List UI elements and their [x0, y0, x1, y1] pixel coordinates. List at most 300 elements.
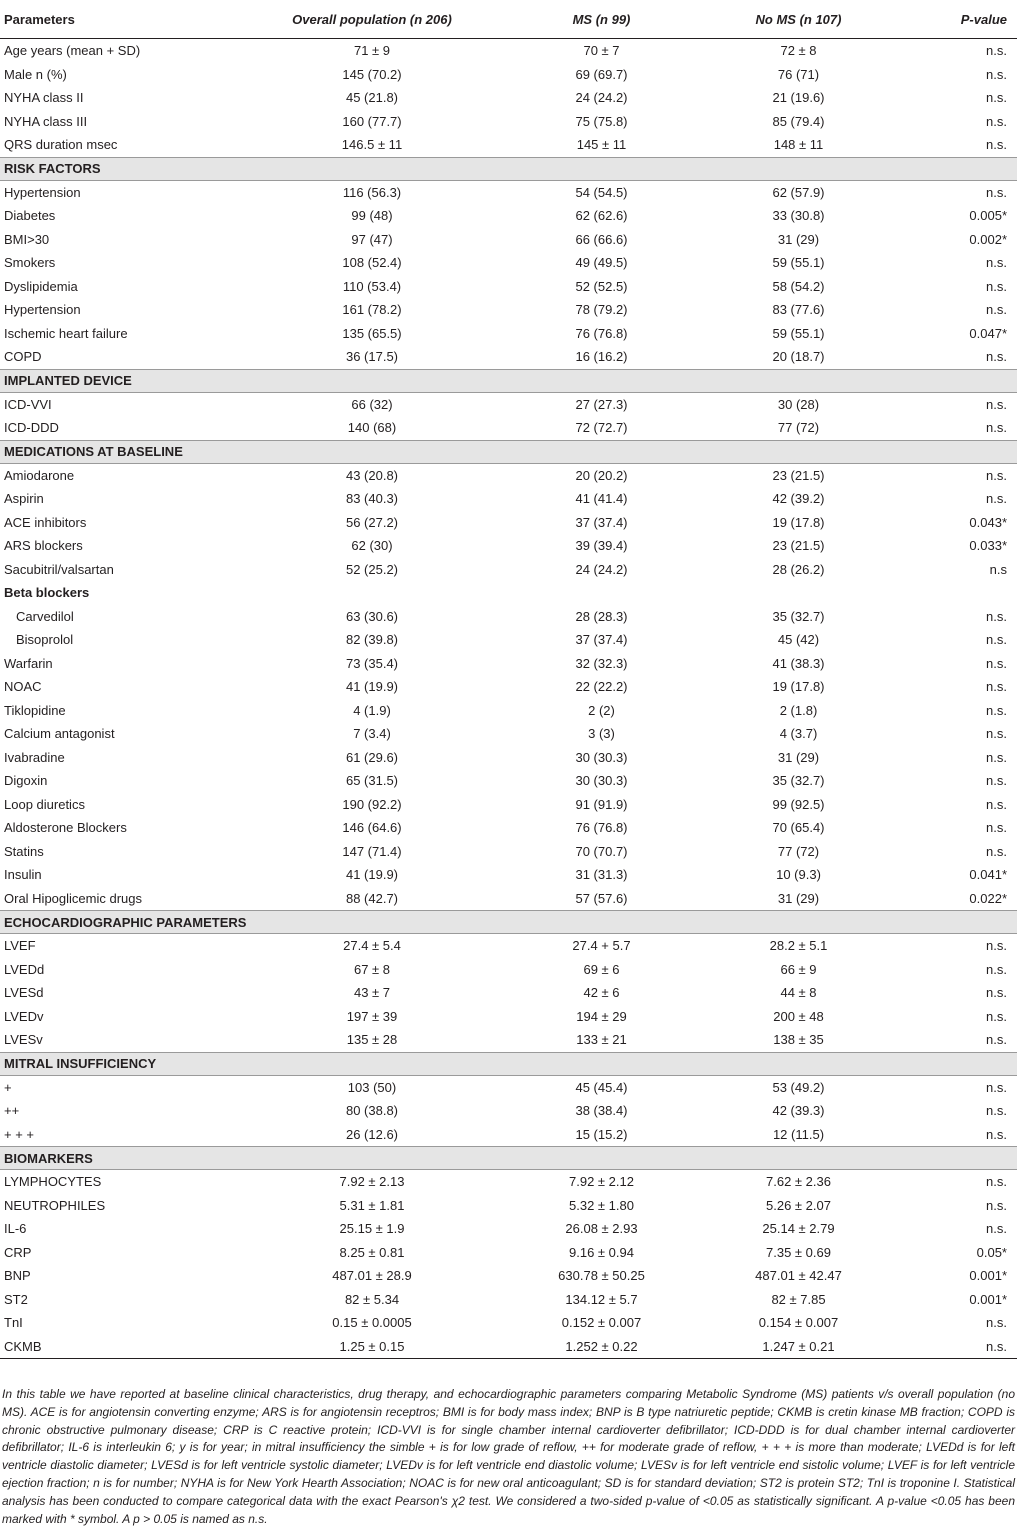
ms-value: 27 (27.3) [575, 396, 628, 412]
no-ms-value: 12 (11.5) [772, 1126, 825, 1142]
no-ms-value: 23 (21.5) [772, 467, 825, 483]
row-label: Aldosterone Blockers [4, 820, 127, 836]
ms-value: 5.32 ± 1.80 [569, 1197, 634, 1213]
p-value: n.s. [986, 1103, 1007, 1119]
ms-value: 30 (30.3) [575, 773, 628, 789]
no-ms-value: 83 (77.6) [772, 302, 825, 318]
table-row [0, 1264, 1017, 1288]
p-value: n.s. [986, 113, 1007, 129]
ms-value: 41 (41.4) [575, 491, 628, 507]
p-value: n.s. [986, 467, 1007, 483]
table-row [0, 934, 1017, 958]
row-label: ARS blockers [4, 538, 83, 554]
row-label: NEUTROPHILES [4, 1197, 106, 1213]
row-label: BNP [4, 1268, 31, 1284]
table-row [0, 345, 1017, 369]
row-label: CKMB [0, 1335, 226, 1359]
section-title: RISK FACTORS [0, 157, 1017, 180]
ms-value: 72 (72.7) [575, 420, 628, 436]
section-title: IMPLANTED DEVICE [0, 369, 1017, 392]
no-ms-value: 77 (72) [777, 420, 820, 436]
no-ms-value: 4 (3.7) [779, 726, 818, 742]
p-value: 0.033* [969, 538, 1007, 554]
header-row [0, 0, 1017, 39]
table-row [0, 110, 1017, 134]
table-row [0, 981, 1017, 1005]
p-value: n.s. [986, 679, 1007, 695]
no-ms-value: 31 (29) [777, 231, 820, 247]
no-ms-value: 99 (92.5) [772, 796, 825, 812]
ms-value: 26.08 ± 2.93 [565, 1221, 638, 1237]
row-label: LVESv [4, 1032, 43, 1048]
ms-value: 145 ± 11 [576, 137, 627, 153]
no-ms-value: 0.154 ± 0.007 [758, 1315, 839, 1331]
p-value: n.s. [986, 632, 1007, 648]
overall-value: 135 ± 28 [346, 1032, 398, 1048]
overall-value: 73 (35.4) [345, 655, 399, 671]
p-value: n.s. [986, 420, 1007, 436]
row-label: Hypertension [4, 184, 81, 200]
ms-value: 15 (15.2) [575, 1126, 628, 1142]
no-ms-value: 45 (42) [777, 632, 820, 648]
row-label: Diabetes [4, 208, 56, 224]
row-label: ST2 [4, 1291, 28, 1307]
p-value: 0.047* [969, 325, 1007, 341]
ms-value: 194 ± 29 [576, 1008, 627, 1024]
p-value: n.s. [986, 43, 1007, 59]
ms-value: 70 (70.7) [575, 843, 628, 859]
row-label: ++ [4, 1103, 20, 1119]
p-value: n.s. [986, 773, 1007, 789]
overall-value: 83 (40.3) [345, 491, 399, 507]
overall-value: 52 (25.2) [345, 561, 399, 577]
no-ms-value: 72 ± 8 [780, 43, 817, 59]
row-label: Dyslipidemia [4, 278, 78, 294]
p-value: 0.001* [969, 1268, 1007, 1284]
overall-value: 145 (70.2) [342, 66, 402, 82]
ms-value: 1.252 ± 0.22 [458, 1335, 685, 1359]
p-value: 0.022* [969, 890, 1007, 906]
p-value: n.s. [986, 961, 1007, 977]
overall-value: 41 (19.9) [345, 679, 399, 695]
section-header-row [0, 369, 1017, 392]
ms-value: 76 (76.8) [575, 325, 628, 341]
ms-value: 69 ± 6 [583, 961, 620, 977]
no-ms-value: 53 (49.2) [772, 1079, 825, 1095]
table-row [0, 180, 1017, 204]
table-row [0, 1075, 1017, 1099]
no-ms-value: 138 ± 35 [773, 1032, 824, 1048]
no-ms-value: 31 (29) [777, 890, 820, 906]
overall-value: 25.15 ± 1.9 [339, 1221, 405, 1237]
section-header-row [0, 440, 1017, 463]
row-label: NYHA class III [4, 113, 88, 129]
row-label: Loop diuretics [4, 796, 85, 812]
ms-value: 66 (66.6) [575, 231, 628, 247]
row-label: Digoxin [4, 773, 48, 789]
table-row [0, 769, 1017, 793]
overall-value: 108 (52.4) [342, 255, 402, 271]
overall-value: 27.4 ± 5.4 [343, 938, 401, 954]
ms-value: 22 (22.2) [575, 679, 628, 695]
row-label: Amiodarone [4, 467, 75, 483]
overall-value: 65 (31.5) [345, 773, 399, 789]
ms-value: 32 (32.3) [575, 655, 628, 671]
p-value: 0.05* [976, 1244, 1007, 1260]
overall-value: 190 (92.2) [342, 796, 402, 812]
p-value: n.s. [912, 1335, 1017, 1359]
ms-value: 27.4 + 5.7 [572, 938, 631, 954]
no-ms-value: 5.26 ± 2.07 [766, 1197, 831, 1213]
ms-value: 38 (38.4) [575, 1103, 628, 1119]
p-value: 0.002* [969, 231, 1007, 247]
table-row [0, 605, 1017, 629]
p-value: n.s. [986, 843, 1007, 859]
overall-value: 140 (68) [347, 420, 397, 436]
table-row [0, 228, 1017, 252]
p-value: n.s. [986, 1221, 1007, 1237]
overall-value: 41 (19.9) [345, 867, 399, 883]
table-row [0, 251, 1017, 275]
p-value: n.s. [986, 1315, 1007, 1331]
no-ms-value: 35 (32.7) [772, 608, 825, 624]
table-row [0, 322, 1017, 346]
row-label: IL-6 [4, 1221, 27, 1237]
p-value: 0.001* [969, 1291, 1007, 1307]
table-row [0, 628, 1017, 652]
p-value: n.s. [986, 278, 1007, 294]
row-label: QRS duration msec [4, 137, 118, 153]
table-row [0, 1335, 1017, 1359]
no-ms-value: 21 (19.6) [772, 90, 825, 106]
table-row [0, 958, 1017, 982]
p-value: 0.043* [969, 514, 1007, 530]
table-row [0, 652, 1017, 676]
row-label: NYHA class II [4, 90, 84, 106]
p-value: n.s. [986, 655, 1007, 671]
no-ms-value: 148 ± 11 [773, 137, 824, 153]
ms-value: 31 (31.3) [575, 867, 628, 883]
table-row [0, 1005, 1017, 1029]
p-value: n.s. [986, 820, 1007, 836]
p-value: n.s. [986, 749, 1007, 765]
row-label: Hypertension [4, 302, 81, 318]
table-row [0, 1099, 1017, 1123]
overall-value: 67 ± 8 [353, 961, 391, 977]
row-label: Warfarin [4, 655, 53, 671]
no-ms-value: 487.01 ± 42.47 [755, 1268, 842, 1284]
table-row [0, 392, 1017, 416]
overall-value: 88 (42.7) [345, 890, 399, 906]
no-ms-value: 70 (65.4) [772, 820, 825, 836]
p-value: n.s. [986, 1079, 1007, 1095]
overall-value: 135 (65.5) [342, 325, 402, 341]
table-row [0, 298, 1017, 322]
row-label: Statins [4, 843, 44, 859]
no-ms-value: 31 (29) [777, 749, 820, 765]
overall-value: 26 (12.6) [345, 1126, 399, 1142]
row-label: Bisoprolol [16, 632, 74, 648]
table-footnote: In this table we have reported at baseline clinical characteristics, drug therapy, and echocardiographic parameters comparing Metabolic Syndrome (MS) patients v/s overall population (no MS). ACE is for angiotensin converting enzyme; ARS is for angiotensin receptros; BMI is for body mass index; BNP is B type natriuretic peptide; CKMB is cretin kinase MB fraction; COPD is chronic obstructive pulmonary disease; CRP is C reactive protein; ICD-VVI is for single chamber internal cardioverter defibrillator; ICD-DDD is for dual chamber internal cardioverter defibrillator; IL-6 is interleukin 6; y is for year; in mitral insufficiency the simble + is for low grade of reflow, ++ for moderate grade of reflow, + + + is more than moderate; LVEDd is for left ventricle diastolic diameter; LVESd is for left ventricle systolic diameter; LVEDv is for left ventricle end diastolic volume; LVESv is for left ventricle end sistolic volume; LVEF is for left ventricle ejection fraction; n is for number; NYHA is for New York Hearth Association; NOAC is for new oral anticoagulant; SD is for standard deviation; ST2 is protein ST2; TnI is troponine I. Statistical analysis has been conducted to compare categorical data with the exact Pearson's χ2 test. We considered a two-sided p-value of <0.05 as statistically significant. A p-value <0.05 has been marked with * symbol. A p > 0.05 is named as n.s. [2, 1387, 1015, 1526]
ms-value: 52 (52.5) [575, 278, 628, 294]
ms-value: 91 (91.9) [575, 796, 628, 812]
no-ms-value: 7.35 ± 0.69 [766, 1244, 831, 1260]
table-header [0, 0, 1017, 39]
section-title: BIOMARKERS [0, 1147, 1017, 1170]
overall-value: 103 (50) [347, 1079, 397, 1095]
row-label: Calcium antagonist [4, 726, 115, 742]
overall-value: 146.5 ± 11 [341, 137, 403, 153]
p-value: 0.041* [969, 867, 1007, 883]
p-value: n.s. [986, 1174, 1007, 1190]
p-value: n.s [989, 561, 1007, 577]
overall-value: 45 (21.8) [345, 90, 399, 106]
no-ms-value: 82 ± 7.85 [771, 1291, 826, 1307]
ms-value: 49 (49.5) [575, 255, 628, 271]
section-header-row [0, 1147, 1017, 1170]
no-ms-value: 77 (72) [777, 843, 820, 859]
table-row [0, 887, 1017, 911]
ms-value: 62 (62.6) [575, 208, 628, 224]
ms-value: 37 (37.4) [575, 632, 628, 648]
no-ms-value: 20 (18.7) [772, 349, 825, 365]
no-ms-value: 33 (30.8) [772, 208, 825, 224]
row-label: LYMPHOCYTES [4, 1174, 102, 1190]
overall-value: 4 (1.9) [353, 702, 391, 718]
no-ms-value: 10 (9.3) [776, 867, 821, 883]
section-title: ECHOCARDIOGRAPHIC PARAMETERS [0, 911, 1017, 934]
ms-value: 75 (75.8) [575, 113, 628, 129]
overall-value: 116 (56.3) [342, 184, 402, 200]
row-label: Ischemic heart failure [4, 325, 128, 341]
overall-value: 0.15 ± 0.0005 [332, 1315, 412, 1331]
table-row [0, 1170, 1017, 1194]
no-ms-value: 28.2 ± 5.1 [769, 938, 828, 954]
ms-value: 39 (39.4) [575, 538, 628, 554]
table-row [0, 39, 1017, 63]
overall-value: 61 (29.6) [345, 749, 399, 765]
overall-value: 63 (30.6) [345, 608, 399, 624]
row-label: LVEDv [4, 1008, 44, 1024]
p-value: n.s. [986, 608, 1007, 624]
ms-value: 9.16 ± 0.94 [569, 1244, 634, 1260]
ms-value: 2 (2) [588, 702, 615, 718]
overall-value: 99 (48) [351, 208, 393, 224]
no-ms-value: 25.14 ± 2.79 [762, 1221, 835, 1237]
p-value: n.s. [986, 491, 1007, 507]
row-label: LVEDd [4, 961, 45, 977]
p-value: n.s. [986, 985, 1007, 1001]
table-row [0, 722, 1017, 746]
overall-value: 1.25 ± 0.15 [226, 1335, 458, 1359]
p-value: n.s. [986, 396, 1007, 412]
overall-value: 146 (64.6) [342, 820, 402, 836]
overall-value: 161 (78.2) [342, 302, 402, 318]
table-row [0, 1217, 1017, 1241]
ms-value: 20 (20.2) [575, 467, 628, 483]
table-row [0, 534, 1017, 558]
overall-value: 56 (27.2) [345, 514, 399, 530]
no-ms-value: 2 (1.8) [779, 702, 818, 718]
table-row [0, 275, 1017, 299]
table-row [0, 1241, 1017, 1265]
table-row [0, 1311, 1017, 1335]
table-row [0, 1028, 1017, 1052]
table-row [0, 1288, 1017, 1312]
ms-value: 133 ± 21 [576, 1032, 627, 1048]
table-row [0, 558, 1017, 582]
ms-value: 30 (30.3) [575, 749, 628, 765]
no-ms-value: 23 (21.5) [772, 538, 825, 554]
row-label: + [4, 1079, 12, 1095]
p-value: n.s. [986, 184, 1007, 200]
table-row [0, 816, 1017, 840]
row-label: ICD-DDD [4, 420, 59, 436]
no-ms-value: 41 (38.3) [772, 655, 825, 671]
ms-value: 76 (76.8) [575, 820, 628, 836]
ms-value: 54 (54.5) [575, 184, 628, 200]
no-ms-value: 59 (55.1) [772, 255, 825, 271]
table-row [0, 511, 1017, 535]
ms-value: 37 (37.4) [575, 514, 628, 530]
row-label: Tiklopidine [4, 702, 66, 718]
row-label: Male n (%) [4, 66, 67, 82]
no-ms-value: 58 (54.2) [772, 278, 825, 294]
row-label: BMI>30 [4, 231, 50, 247]
row-label: COPD [4, 349, 42, 365]
overall-value: 8.25 ± 0.81 [339, 1244, 405, 1260]
no-ms-value: 7.62 ± 2.36 [766, 1174, 831, 1190]
overall-value: 197 ± 39 [346, 1008, 398, 1024]
p-value: n.s. [986, 1008, 1007, 1024]
row-label: CRP [4, 1244, 32, 1260]
subgroup-row [0, 581, 1017, 605]
ms-value: 28 (28.3) [575, 608, 628, 624]
overall-value: 43 (20.8) [345, 467, 399, 483]
no-ms-value: 28 (26.2) [772, 561, 825, 577]
p-value: n.s. [986, 1126, 1007, 1142]
ms-value: 16 (16.2) [575, 349, 628, 365]
no-ms-value: 42 (39.3) [772, 1103, 825, 1119]
no-ms-value: 42 (39.2) [772, 491, 825, 507]
ms-value: 630.78 ± 50.25 [558, 1268, 645, 1284]
row-label: Sacubitril/valsartan [4, 561, 114, 577]
ms-value: 24 (24.2) [575, 90, 628, 106]
table-body [0, 39, 1017, 1359]
section-title: MEDICATIONS AT BASELINE [0, 440, 1017, 463]
ms-value: 57 (57.6) [575, 890, 628, 906]
p-value: n.s. [986, 90, 1007, 106]
p-value: n.s. [986, 137, 1007, 153]
overall-value: 43 ± 7 [353, 985, 391, 1001]
no-ms-value: 19 (17.8) [772, 679, 825, 695]
ms-value: 42 ± 6 [583, 985, 620, 1001]
table-row [0, 1194, 1017, 1218]
row-label: NOAC [4, 679, 42, 695]
row-label: Age years (mean + SD) [4, 43, 141, 59]
p-value: n.s. [986, 349, 1007, 365]
header-parameters: Parameters [0, 0, 226, 39]
table-row [0, 204, 1017, 228]
ms-value: 134.12 ± 5.7 [565, 1291, 638, 1307]
table-row [0, 793, 1017, 817]
row-label: LVESd [4, 985, 44, 1001]
p-value: n.s. [986, 66, 1007, 82]
no-ms-value: 76 (71) [777, 66, 820, 82]
row-label: Ivabradine [4, 749, 65, 765]
overall-value: 82 (39.8) [345, 632, 399, 648]
row-label: Insulin [4, 867, 42, 883]
no-ms-value: 35 (32.7) [772, 773, 825, 789]
p-value: n.s. [986, 796, 1007, 812]
no-ms-value: 1.247 ± 0.21 [685, 1335, 912, 1359]
table-row [0, 416, 1017, 440]
row-label: Smokers [4, 255, 56, 271]
overall-value: 5.31 ± 1.81 [339, 1197, 405, 1213]
table-row [0, 840, 1017, 864]
ms-value: 69 (69.7) [575, 66, 628, 82]
overall-value: 62 (30) [351, 538, 393, 554]
table-row [0, 86, 1017, 110]
table-row [0, 133, 1017, 157]
subgroup-title: Beta blockers [4, 585, 90, 601]
section-header-row [0, 157, 1017, 180]
ms-value: 0.152 ± 0.007 [561, 1315, 642, 1331]
header-ms: MS (n 99) [458, 0, 685, 39]
header-p-value: P-value [912, 0, 1017, 39]
ms-value: 78 (79.2) [575, 302, 628, 318]
overall-value: 147 (71.4) [342, 843, 402, 859]
no-ms-value: 200 ± 48 [773, 1008, 824, 1024]
no-ms-value: 30 (28) [777, 396, 820, 412]
overall-value: 487.01 ± 28.9 [332, 1268, 412, 1284]
table-row [0, 699, 1017, 723]
p-value: n.s. [986, 302, 1007, 318]
row-label: Oral Hipoglicemic drugs [4, 890, 142, 906]
table-row [0, 1123, 1017, 1147]
table-row [0, 487, 1017, 511]
table-row [0, 746, 1017, 770]
section-title: MITRAL INSUFFICIENCY [0, 1052, 1017, 1075]
row-label: Aspirin [4, 491, 44, 507]
header-no-ms: No MS (n 107) [685, 0, 912, 39]
table-row [0, 463, 1017, 487]
row-label: TnI [4, 1315, 23, 1331]
p-value: 0.005* [969, 208, 1007, 224]
ms-value: 45 (45.4) [575, 1079, 628, 1095]
overall-value: 36 (17.5) [345, 349, 399, 365]
table-row [0, 63, 1017, 87]
p-value: n.s. [986, 726, 1007, 742]
row-label: LVEF [4, 938, 36, 954]
p-value: n.s. [986, 1197, 1007, 1213]
row-label: Carvedilol [16, 608, 74, 624]
overall-value: 80 (38.8) [345, 1103, 399, 1119]
row-label: ACE inhibitors [4, 514, 87, 530]
no-ms-value: 59 (55.1) [772, 325, 825, 341]
row-label: ICD-VVI [4, 396, 52, 412]
ms-value: 7.92 ± 2.12 [569, 1174, 634, 1190]
ms-value: 3 (3) [588, 726, 615, 742]
table-row [0, 863, 1017, 887]
overall-value: 71 ± 9 [353, 43, 391, 59]
row-label: + + + [4, 1126, 34, 1142]
p-value: n.s. [986, 255, 1007, 271]
overall-value: 7.92 ± 2.13 [339, 1174, 405, 1190]
overall-value: 110 (53.4) [342, 278, 402, 294]
p-value: n.s. [986, 702, 1007, 718]
overall-value: 82 ± 5.34 [344, 1291, 400, 1307]
